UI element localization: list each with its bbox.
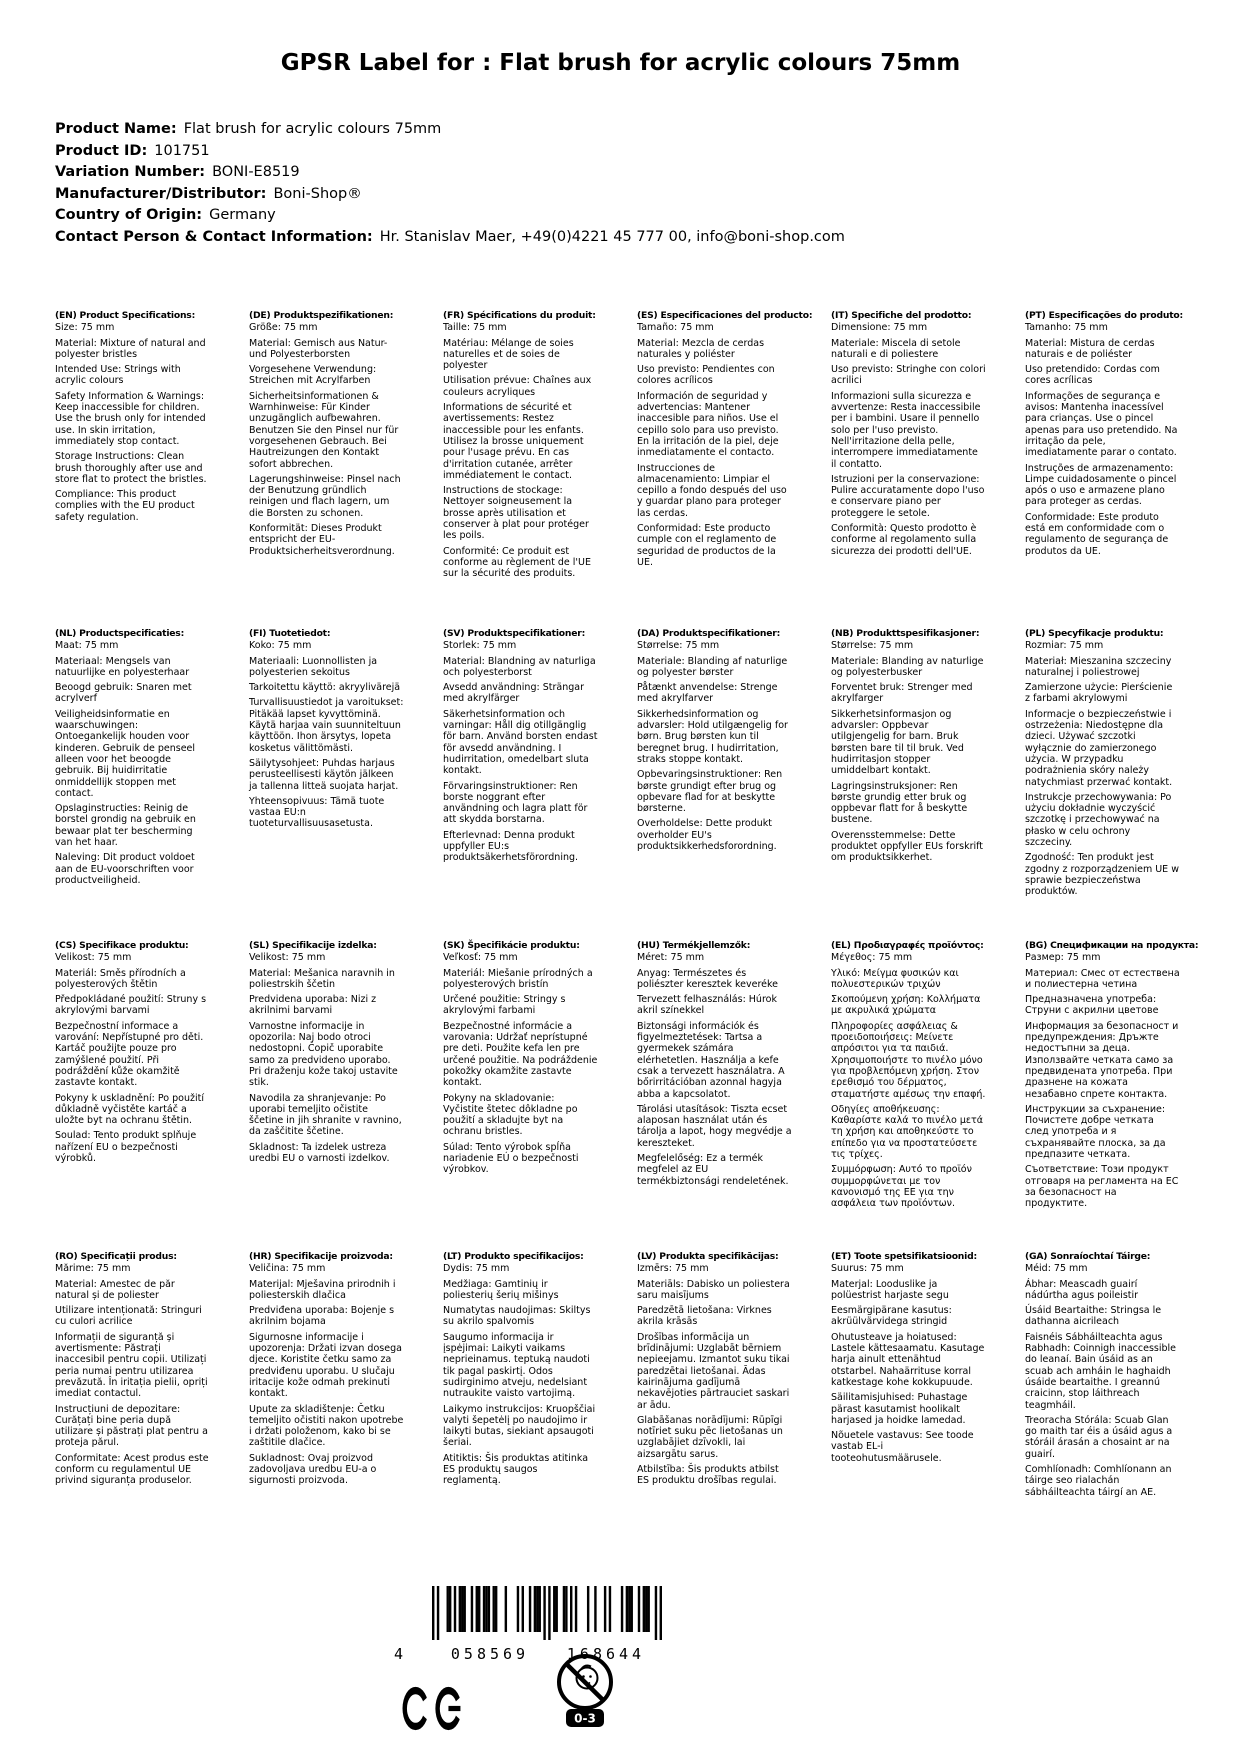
spec-paragraph: Sukladnost: Ovaj proizvod zadovoljava uredbu EU-a o sigurnosti proizvoda.	[249, 1452, 377, 1487]
spec-paragraph: Uso previsto: Pendientes con colores acrílicos	[637, 364, 775, 387]
spec-paragraph: Zgodność: Ten produkt jest zgodny z rozporządzeniem UE w sprawie bezpieczeństwa produktów.	[1025, 852, 1179, 898]
spec-paragraph: Predviđena uporaba: Bojenje s akrilnim bojama	[249, 1305, 395, 1328]
spec-block-fr	[443, 310, 598, 628]
spec-header: (SK) Špecifikácie produktu:	[443, 940, 580, 951]
barcode-digit-right: 168644	[566, 1645, 646, 1663]
spec-paragraph: Storlek: 75 mm	[443, 640, 517, 652]
spec-paragraph: Materiaal: Mengsels van natuurlijke en polyesterhaar	[55, 655, 190, 678]
spec-paragraph: Sikkerhetsinformasjon og advarsler: Oppbevar utilgjengelig for barn. Bruk børsten bare til til bruk. Ved hudirritasjon stopper umiddelbart kontakt.	[831, 708, 964, 777]
spec-paragraph: Overensstemmelse: Dette produktet oppfyller EUs forskrift om produktsikkerhet.	[831, 829, 984, 864]
spec-paragraph: Anyag: Természetes és poliészter keresztek keveréke	[637, 967, 778, 990]
spec-paragraph: Materiał: Mieszanina szczeciny naturalnej i poliestrowej	[1025, 655, 1172, 678]
spec-paragraph: Πληροφορίες ασφάλειας & προειδοποιήσεις: Μείνετε απρόσιτοι για τα παιδιά. Χρησιμοποιήστε το πινέλο μόνο για προβλεπόμενη χρήση. Στον ερεθισμό του δέρματος, σταματήστε αμέσως την επαφή.	[831, 1020, 986, 1100]
prohibition-slash	[567, 1664, 604, 1701]
spec-block-da	[637, 628, 792, 940]
spec-paragraph: Bezpečnostné informácie a varovania: Udržať neprístupné pre deti. Použite kefa len pre určené použitie. Na podráždenie pokožky okamžite zastavte kontakt.	[443, 1020, 598, 1089]
spec-paragraph: Velikost: 75 mm	[249, 952, 326, 964]
spec-paragraph: Biztonsági információk és figyelmeztetések: Tartsa a gyermekek számára elérhetetlen. Használja a kefe csak a tervezett használatra. A bőrirritációban azonnal hagyja abba a kapcsolatot.	[637, 1020, 785, 1100]
spec-paragraph: Avsedd användning: Strängar med akrylfärger	[443, 682, 584, 705]
spec-block-sk	[443, 940, 598, 1251]
product-info-label: Manufacturer/Distributor:	[55, 185, 267, 202]
spec-block-ro	[55, 1251, 210, 1502]
spec-header: (IT) Specifiche del prodotto:	[831, 310, 972, 321]
spec-block-hu	[637, 940, 792, 1251]
product-info-label: Contact Person & Contact Information:	[55, 228, 373, 245]
spec-header: (HR) Specifikacije proizvoda:	[249, 1251, 393, 1262]
spec-header: (LT) Produkto specifikacijos:	[443, 1251, 584, 1262]
spec-paragraph: Material: Mixture of natural and polyester bristles	[55, 337, 206, 360]
spec-paragraph: Größe: 75 mm	[249, 322, 318, 334]
spec-paragraph: Informacje o bezpieczeństwie i ostrzeżenia: Niedostępne dla dzieci. Używać szczotki wyłącznie do zamierzonego użycia. W przypadku podrażnienia skóry należy natychmiast przerwać kontakt.	[1025, 708, 1173, 788]
spec-paragraph: Overholdelse: Dette produkt overholder EU's produktsikkerhedsforordning.	[637, 818, 777, 853]
spec-paragraph: Påtænkt anvendelse: Strenge med akrylfarver	[637, 682, 778, 705]
spec-block-sl	[249, 940, 404, 1251]
spec-block-nl	[55, 628, 210, 940]
spec-paragraph: Οδηγίες αποθήκευσης: Καθαρίστε καλά το πινέλο μετά τη χρήση και αποθηκεύστε το επίπεδο για να προστατεύσετε τις τρίχες.	[831, 1103, 984, 1161]
product-info-value: 101751	[154, 142, 210, 159]
spec-header: (DE) Produktspezifikationen:	[249, 310, 394, 321]
spec-paragraph: Material: Mezcla de cerdas naturales y poliéster	[637, 337, 765, 360]
spec-header: (EL) Προδιαγραφές προϊόντος:	[831, 940, 984, 951]
spec-paragraph: Pokyny k uskladnění: Po použití důkladně vyčistěte kartáč a uložte byt na ochranu štětin.	[55, 1092, 204, 1127]
spec-paragraph: Opbevaringsinstruktioner: Ren børste grundigt efter brug og opbevare flad for at beskytte børsterne.	[637, 769, 783, 815]
spec-paragraph: Säkerhetsinformation och varningar: Håll dig otillgänglig för barn. Använd borsten endast för avsedd användning. I hudirritation, omedelbart sluta kontakt.	[443, 708, 598, 777]
product-info-row	[55, 184, 845, 206]
spec-paragraph: Förvaringsinstruktioner: Ren borste noggrant efter användning och lagra platt för att skydda borstarna.	[443, 780, 588, 826]
product-info-label: Country of Origin:	[55, 207, 203, 223]
spec-paragraph: Conformidad: Este producto cumple con el reglamento de seguridad de productos de la UE.	[637, 523, 777, 568]
spec-paragraph: Säilytysohjeet: Puhdas harjaus perusteellisesti käytön jälkeen ja tallenna litteä suojata harjat.	[249, 757, 399, 792]
spec-paragraph: Comhlíonadh: Comhlíonann an táirge seo rialachán sábháilteachta táirgí an AE.	[1025, 1464, 1172, 1498]
spec-paragraph: Материал: Смес от естествена и полиестерна четина	[1025, 967, 1180, 990]
spec-paragraph: Utilisation prévue: Chaînes aux couleurs acryliques	[443, 375, 592, 398]
spec-paragraph: Materiaali: Luonnollisten ja polyesterien sekoitus	[249, 655, 378, 678]
spec-header: (BG) Спецификации на продукта:	[1025, 940, 1199, 951]
spec-paragraph: Méret: 75 mm	[637, 952, 705, 964]
spec-paragraph: Предназначена употреба: Струни с акрилни цветове	[1025, 994, 1159, 1017]
spec-header: (NL) Productspecificaties:	[55, 628, 185, 639]
spec-paragraph: Uso pretendido: Cordas com cores acrílicas	[1025, 364, 1160, 387]
spec-block-lt	[443, 1251, 598, 1502]
spec-paragraph: Dydis: 75 mm	[443, 1263, 510, 1275]
spec-paragraph: Eesmärgipärane kasutus: akrüülvärvidega stringid	[831, 1305, 952, 1328]
spec-paragraph: Maat: 75 mm	[55, 640, 119, 652]
spec-paragraph: Størrelse: 75 mm	[637, 640, 720, 652]
spec-paragraph: Material: Gemisch aus Natur- und Polyesterborsten	[249, 337, 388, 360]
spec-paragraph: Suurus: 75 mm	[831, 1263, 904, 1275]
spec-paragraph: Predvidena uporaba: Nizi z akrilnimi barvami	[249, 994, 377, 1017]
spec-paragraph: Veiligheidsinformatie en waarschuwingen: Ontoegankelijk houden voor kinderen. Gebruik de penseel alleen voor het beoogde gebruik. Bij huidirritatie onmiddellijk stoppen met contact.	[55, 708, 196, 799]
spec-paragraph: Tarkoitettu käyttö: akryylivärejä	[249, 682, 401, 694]
spec-paragraph: Izmērs: 75 mm	[637, 1263, 709, 1275]
spec-paragraph: Veľkosť: 75 mm	[443, 952, 518, 964]
product-info-row	[55, 141, 845, 163]
spec-header: (SV) Produktspecifikationer:	[443, 628, 586, 639]
spec-paragraph: Atbilstība: Šis produkts atbilst ES produktu drošības regulai.	[637, 1464, 779, 1487]
spec-block-it	[831, 310, 986, 628]
spec-paragraph: Μέγεθος: 75 mm	[831, 952, 913, 964]
spec-paragraph: Conformità: Questo prodotto è conforme al regolamento sulla sicurezza dei prodotti dell'UE.	[831, 523, 977, 557]
product-info-value: BONI-E8519	[212, 164, 300, 180]
spec-paragraph: Instruções de armazenamento: Limpe cuidadosamente o pincel após o uso e armazene plano para proteger as cerdas.	[1025, 462, 1177, 508]
spec-paragraph: Uso previsto: Stringhe con colori acrilici	[831, 364, 986, 387]
spec-header: (ET) Toote spetsifikatsioonid:	[831, 1251, 977, 1262]
spec-paragraph: Skladnost: Ta izdelek ustreza uredbi EU o varnosti izdelkov.	[249, 1141, 390, 1165]
spec-paragraph: Sicherheitsinformationen & Warnhinweise: Für Kinder unzugänglich aufbewahren. Benutzen Sie den Pinsel nur für vorgesehenen Gebrauch. Bei Hautreizungen den Kontakt sofort abbrechen.	[249, 390, 399, 470]
spec-paragraph: Safety Information & Warnings: Keep inaccessible for children. Use the brush only for intended use. In skin irritation, immediately stop contact.	[55, 390, 206, 447]
spec-paragraph: Zamierzone użycie: Pierścienie z farbami akrylowymi	[1025, 682, 1173, 705]
spec-paragraph: Úsáid Beartaithe: Stringsa le dathanna aicrileach	[1025, 1305, 1162, 1328]
spec-paragraph: Glabāšanas norādījumi: Rūpīgi notīriet suku pēc lietošanas un uzglabājiet dzīvokli, lai aizsargātu sarus.	[637, 1414, 783, 1460]
spec-block-et	[831, 1251, 986, 1502]
spec-paragraph: Medžiaga: Gamtinių ir poliesterių šerių mišinys	[443, 1278, 559, 1301]
spec-paragraph: Pokyny na skladovanie: Vyčistite štetec dôkladne po použití a skladujte byt na ochranu bristles.	[443, 1092, 578, 1138]
spec-block-nb	[831, 628, 986, 940]
spec-paragraph: Laikymo instrukcijos: Kruopščiai valyti šepetėlį po naudojimo ir laikyti butas, siekiant apsaugoti šeriai.	[443, 1403, 596, 1449]
spec-paragraph: Materijal: Mješavina prirodnih i poliesterskih dlačica	[249, 1278, 396, 1301]
spec-block-fi	[249, 628, 404, 940]
spec-header: (CS) Specifikace produktu:	[55, 940, 189, 951]
barcode-digit-lead: 4	[394, 1645, 404, 1663]
spec-header: (FR) Spécifications du produit:	[443, 310, 596, 321]
spec-paragraph: Numatytas naudojimas: Skiltys su akrilo spalvomis	[443, 1305, 591, 1328]
spec-paragraph: Ohutusteave ja hoiatused: Lastele kättesaamatu. Kasutage harja ainult ettenähtud otstarbel. Nahaärrituse korral katkestage kohe kokkupuude.	[831, 1331, 985, 1388]
spec-header: (PT) Especificações do produto:	[1025, 310, 1183, 321]
product-info-label: Product Name:	[55, 121, 177, 137]
spec-paragraph: Conformité: Ce produit est conforme au règlement de l'UE sur la sécurité des produits.	[443, 545, 591, 580]
spec-block-pt	[1025, 310, 1183, 628]
spec-paragraph: Materiale: Blanding af naturlige og polyester børster	[637, 655, 788, 678]
spec-paragraph: Størrelse: 75 mm	[831, 640, 914, 652]
spec-paragraph: Beoogd gebruik: Snaren met acrylverf	[55, 682, 192, 705]
spec-block-ga	[1025, 1251, 1180, 1502]
spec-paragraph: Súlad: Tento výrobok spĺňa nariadenie EÚ o bezpečnosti výrobkov.	[443, 1141, 579, 1176]
spec-paragraph: Upute za skladištenje: Četku temeljito očistiti nakon upotrebe i držati položenom, kako bi se zaštitile dlačice.	[249, 1403, 404, 1449]
spec-paragraph: Инструкции за съхранение: Почистете добре четката след употреба и я съхранявайте плоска, за да предпазите четката.	[1025, 1103, 1166, 1161]
spec-header: (GA) Sonraíochtaí Táirge:	[1025, 1251, 1151, 1262]
spec-header: (ES) Especificaciones del producto:	[637, 310, 813, 321]
spec-paragraph: Material: Mistura de cerdas naturais e de poliéster	[1025, 337, 1155, 360]
spec-paragraph: Veličina: 75 mm	[249, 1263, 326, 1275]
spec-paragraph: Información de seguridad y advertencias: Mantener inaccesible para niños. Use el cepillo solo para uso previsto. En la irritación de la piel, deje inmediatamente el contacto.	[637, 390, 779, 459]
spec-paragraph: Съответствие: Този продукт отговаря на регламента на ЕС за безопасност на продуктите.	[1025, 1164, 1179, 1210]
spec-paragraph: Paredzētā lietošana: Virknes akrila krāsās	[637, 1305, 772, 1328]
spec-paragraph: Tamaño: 75 mm	[637, 322, 714, 334]
product-info-row	[55, 162, 845, 184]
spec-paragraph: Информация за безопасност и предупреждения: Дръжте недостъпни за деца. Използвайте четката само за предвидената употреба. При дразнене на кожата незабавно спрете контакта.	[1025, 1020, 1179, 1100]
spec-paragraph: Informazioni sulla sicurezza e avvertenze: Resta inaccessibile per i bambini. Usare il pennello solo per l'uso previsto. Nell'irritazione della pelle, interrompere immediatamente il contatto.	[831, 390, 981, 470]
spec-paragraph: Säilitamisjuhised: Puhastage pärast kasutamist hoolikalt harjased ja hoidke lamedad.	[831, 1392, 968, 1426]
spec-paragraph: Materiāls: Dabisko un poliestera saru maisījums	[637, 1278, 790, 1301]
spec-paragraph: Treoracha Stórála: Scuab Glan go maith tar éis a úsáid agus a stóráil árasán a chosaint ar na guairí.	[1025, 1414, 1173, 1460]
spec-block-el	[831, 940, 986, 1251]
spec-paragraph: Size: 75 mm	[55, 322, 115, 334]
spec-paragraph: Materiale: Miscela di setole naturali e di poliestere	[831, 337, 961, 360]
spec-paragraph: Předpokládané použití: Struny s akrylovými barvami	[55, 994, 207, 1017]
spec-paragraph: Material: Mešanica naravnih in poliestrskih ščetin	[249, 967, 395, 990]
spec-header: (HU) Termékjellemzők:	[637, 940, 751, 951]
spec-paragraph: Υλικό: Μείγμα φυσικών και πολυεστερικών τριχών	[831, 967, 959, 990]
spec-header: (PL) Specyfikacje produktu:	[1025, 628, 1164, 639]
spec-paragraph: Material: Amestec de păr natural și de poliester	[55, 1278, 175, 1301]
spec-paragraph: Navodila za shranjevanje: Po uporabi temeljito očistite ščetine in jih shranite v ravnino, da zaščitite ščetine.	[249, 1092, 402, 1138]
spec-paragraph: Informações de segurança e avisos: Mantenha inacessível para crianças. Use o pincel apenas para uso pretendido. Na irritação da pele, imediatamente parar o contato.	[1025, 390, 1178, 459]
spec-paragraph: Saugumo informacija ir įspėjimai: Laikyti vaikams neprieinamus. teptuką naudoti tik pagal paskirtį. Odos sudirginimo atveju, nedelsiant nutraukite vaisto vartojimą.	[443, 1331, 590, 1400]
spec-paragraph: Informations de sécurité et avertissements: Restez inaccessible pour les enfants. Utilisez la brosse uniquement pour l'usage prévu. En cas d'irritation cutanée, arrêter immédiatement le contact.	[443, 402, 584, 481]
barcode	[392, 1586, 664, 1663]
spec-paragraph: Mărime: 75 mm	[55, 1263, 131, 1275]
spec-block-pl	[1025, 628, 1180, 940]
product-info-label: Variation Number:	[55, 164, 206, 180]
product-info-row	[55, 119, 845, 141]
spec-paragraph: Varnostne informacije in opozorila: Naj bodo otroci nedostopni. Čopič uporabite samo za predvideno uporabo. Pri draženju kože takoj ustavite stik.	[249, 1020, 398, 1089]
spec-paragraph: Размер: 75 mm	[1025, 952, 1101, 964]
spec-paragraph: Material: Blandning av naturliga och polyesterborst	[443, 655, 596, 678]
spec-block-de	[249, 310, 404, 628]
spec-paragraph: Sikkerhedsinformation og advarsler: Hold utilgængelig for børn. Brug børsten kun til beregnet brug. I hudirritation, straks stoppe kontakt.	[637, 708, 788, 765]
spec-paragraph: Sigurnosne informacije i upozorenja: Držati izvan dosega djece. Koristite četku samo za predviđenu uporabu. U slučaju iritacije kože odmah prekinuti kontakt.	[249, 1331, 402, 1400]
spec-block-cs	[55, 940, 210, 1251]
spec-header: (SL) Specifikacije izdelka:	[249, 940, 377, 951]
spec-paragraph: Koko: 75 mm	[249, 640, 312, 652]
spec-paragraph: Materjal: Looduslike ja polüestrist harjaste segu	[831, 1278, 949, 1301]
age-warning-icon	[556, 1652, 614, 1742]
spec-paragraph: Storage Instructions: Clean brush thoroughly after use and store flat to protect the bristles.	[55, 451, 207, 485]
spec-header: (NB) Produkttspesifikasjoner:	[831, 628, 980, 639]
spec-header: (LV) Produkta specifikācijas:	[637, 1251, 779, 1262]
spec-block-lv	[637, 1251, 792, 1502]
spec-paragraph: Compliance: This product complies with the EU product safety regulation.	[55, 489, 195, 523]
spec-paragraph: Materiale: Blanding av naturlige og polyesterbusker	[831, 655, 984, 678]
spec-paragraph: Tervezett felhasználás: Húrok akril színekkel	[637, 994, 777, 1017]
spec-block-sv	[443, 628, 598, 940]
barcode-digit-left: 058569	[450, 1645, 530, 1663]
spec-header: (FI) Tuotetiedot:	[249, 628, 331, 639]
spec-paragraph: Vorgesehene Verwendung: Streichen mit Acrylfarben	[249, 364, 377, 387]
spec-paragraph: Instrucțiuni de depozitare: Curățați bine peria după utilizare și păstrați plat pentru a proteja părul.	[55, 1403, 208, 1449]
spec-paragraph: Instrukcje przechowywania: Po użyciu dokładnie wyczyścić szczotkę i przechowywać na płasko w celu ochrony szczeciny.	[1025, 791, 1172, 849]
spec-paragraph: Tárolási utasítások: Tiszta ecset alaposan használat után és tárolja a lapot, hogy megvédje a kereszteket.	[637, 1103, 792, 1149]
spec-paragraph: Turvallisuustiedot ja varoitukset: Pitäkää lapset kyvyttöminä. Käytä harjaa vain suunniteltuun käyttöön. Ihon ärsytys, lopeta kosketus välittömästi.	[249, 697, 404, 754]
spec-paragraph: Matériau: Mélange de soies naturelles et de soies de polyester	[443, 337, 574, 372]
product-info-value: Flat brush for acrylic colours 75mm	[183, 121, 442, 137]
spec-block-en	[55, 310, 210, 628]
spec-paragraph: Informații de siguranță și avertismente: Păstrați inaccesibil pentru copii. Utilizați peria numai pentru utilizarea prevăzută. În iritația pielii, opriți imediat contactul.	[55, 1331, 208, 1400]
spec-block-es	[637, 310, 813, 628]
spec-grid	[55, 310, 1199, 1502]
product-info-row	[55, 205, 845, 227]
spec-paragraph: Σκοπούμενη χρήση: Κολλήματα με ακρυλικά χρώματα	[831, 994, 981, 1017]
spec-paragraph: Naleving: Dit product voldoet aan de EU-voorschriften voor productveiligheid.	[55, 852, 195, 886]
spec-paragraph: Lagerungshinweise: Pinsel nach der Benutzung gründlich reinigen und flach lagern, um die Borsten zu schonen.	[249, 473, 401, 519]
spec-paragraph: Materiál: Směs přírodních a polyesterových štětin	[55, 967, 186, 990]
ce-mark-icon	[402, 1686, 462, 1731]
product-info-value: Hr. Stanislav Maer, +49(0)4221 45 777 00, info@boni-shop.com	[379, 228, 845, 245]
spec-paragraph: Taille: 75 mm	[443, 322, 507, 334]
spec-paragraph: Faisnéis Sábháilteachta agus Rabhadh: Coinnigh inaccessible do leanaí. Bain úsáid as an scuab ach amháin le haghaidh úsáide beartaithe. I greannú craicinn, stop láithreach teagmháil.	[1025, 1331, 1177, 1411]
spec-paragraph: Dimensione: 75 mm	[831, 322, 928, 334]
spec-paragraph: Instrucciones de almacenamiento: Limpiar el cepillo a fondo después del uso y guardar plano para proteger las cerdas.	[637, 462, 787, 519]
spec-block-bg	[1025, 940, 1199, 1251]
spec-paragraph: Rozmiar: 75 mm	[1025, 640, 1104, 652]
spec-paragraph: Soulad: Tento produkt splňuje nařízení EU o bezpečnosti výrobků.	[55, 1130, 197, 1165]
spec-paragraph: Efterlevnad: Denna produkt uppfyller EU:s produktsäkerhetsförordning.	[443, 829, 579, 864]
spec-paragraph: Intended Use: Strings with acrylic colours	[55, 364, 181, 387]
spec-paragraph: Bezpečnostní informace a varování: Nepřístupné pro děti. Kartáč použijte pouze pro zamýšlené použití. Při podráždění kůže okamžitě zastavte kontakt.	[55, 1020, 204, 1089]
spec-paragraph: Konformität: Dieses Produkt entspricht der EU-Produktsicherheitsverordnung.	[249, 523, 395, 557]
spec-paragraph: Nõuetele vastavus: See toode vastab EL-i tooteohutusmäärusele.	[831, 1430, 974, 1464]
spec-paragraph: Forventet bruk: Strenger med akrylfarger	[831, 682, 973, 705]
spec-paragraph: Ábhar: Meascadh guairí nádúrtha agus poileistir	[1025, 1278, 1139, 1301]
spec-paragraph: Atitiktis: Šis produktas atitinka ES produktų saugos reglamentą.	[443, 1452, 589, 1487]
age-warning-label: 0-3	[574, 1711, 596, 1726]
page-title: GPSR Label for : Flat brush for acrylic colours 75mm	[280, 50, 961, 76]
product-info-label: Product ID:	[55, 142, 148, 159]
spec-block-hr	[249, 1251, 404, 1502]
product-info-value: Germany	[209, 207, 276, 223]
spec-paragraph: Συμμόρφωση: Αυτό το προϊόν συμμορφώνεται με τον κανονισμό της ΕΕ για την ασφάλεια των προϊόντων.	[831, 1164, 972, 1210]
product-info-row	[55, 227, 845, 249]
spec-paragraph: Určené použitie: Stringy s akrylovými farbami	[443, 994, 566, 1017]
spec-paragraph: Materiál: Miešanie prírodných a polyesterových bristín	[443, 967, 593, 990]
spec-header: (DA) Produktspecifikationer:	[637, 628, 781, 639]
spec-paragraph: Méid: 75 mm	[1025, 1263, 1088, 1275]
spec-paragraph: Lagringsinstruksjoner: Ren børste grundig etter bruk og oppbevar flatt for å beskytte bustene.	[831, 780, 968, 826]
spec-paragraph: Tamanho: 75 mm	[1025, 322, 1108, 334]
spec-paragraph: Velikost: 75 mm	[55, 952, 132, 964]
spec-paragraph: Megfelelőség: Ez a termék megfelel az EU termékbiztonsági rendeletének.	[637, 1153, 789, 1187]
spec-paragraph: Conformitate: Acest produs este conform cu regulamentul UE privind siguranța produselor.	[55, 1452, 209, 1487]
spec-paragraph: Instructions de stockage: Nettoyer soigneusement la brosse après utilisation et conserver à plat pour protéger les poils.	[443, 485, 589, 542]
spec-paragraph: Opslaginstructies: Reinig de borstel grondig na gebruik en bewaar plat ter bescherming van het haar.	[55, 803, 196, 849]
spec-paragraph: Conformidade: Este produto está em conformidade com o regulamento de segurança de produtos da UE.	[1025, 511, 1169, 557]
barcode-bars	[432, 1586, 664, 1644]
spec-header: (RO) Specificații produs:	[55, 1251, 177, 1262]
barcode-digits	[392, 1645, 664, 1663]
spec-paragraph: Istruzioni per la conservazione: Pulire accuratamente dopo l'uso e conservare piano per proteggere le setole.	[831, 473, 985, 519]
spec-header: (EN) Product Specifications:	[55, 310, 196, 321]
spec-paragraph: Drošības informācija un brīdinājumi: Uzglabāt bērniem nepieejamu. Izmantot suku tikai paredzētai lietošanai. Ādas kairinājuma gadījumā nekavējoties pārtrauciet saskari ar ādu.	[637, 1331, 790, 1411]
spec-paragraph: Yhteensopivuus: Tämä tuote vastaa EU:n tuoteturvallisuusasetusta.	[249, 795, 385, 830]
product-info	[55, 119, 845, 248]
spec-paragraph: Utilizare intenționată: Stringuri cu culori acrilice	[55, 1305, 202, 1328]
product-info-value: Boni-Shop®	[273, 185, 362, 202]
